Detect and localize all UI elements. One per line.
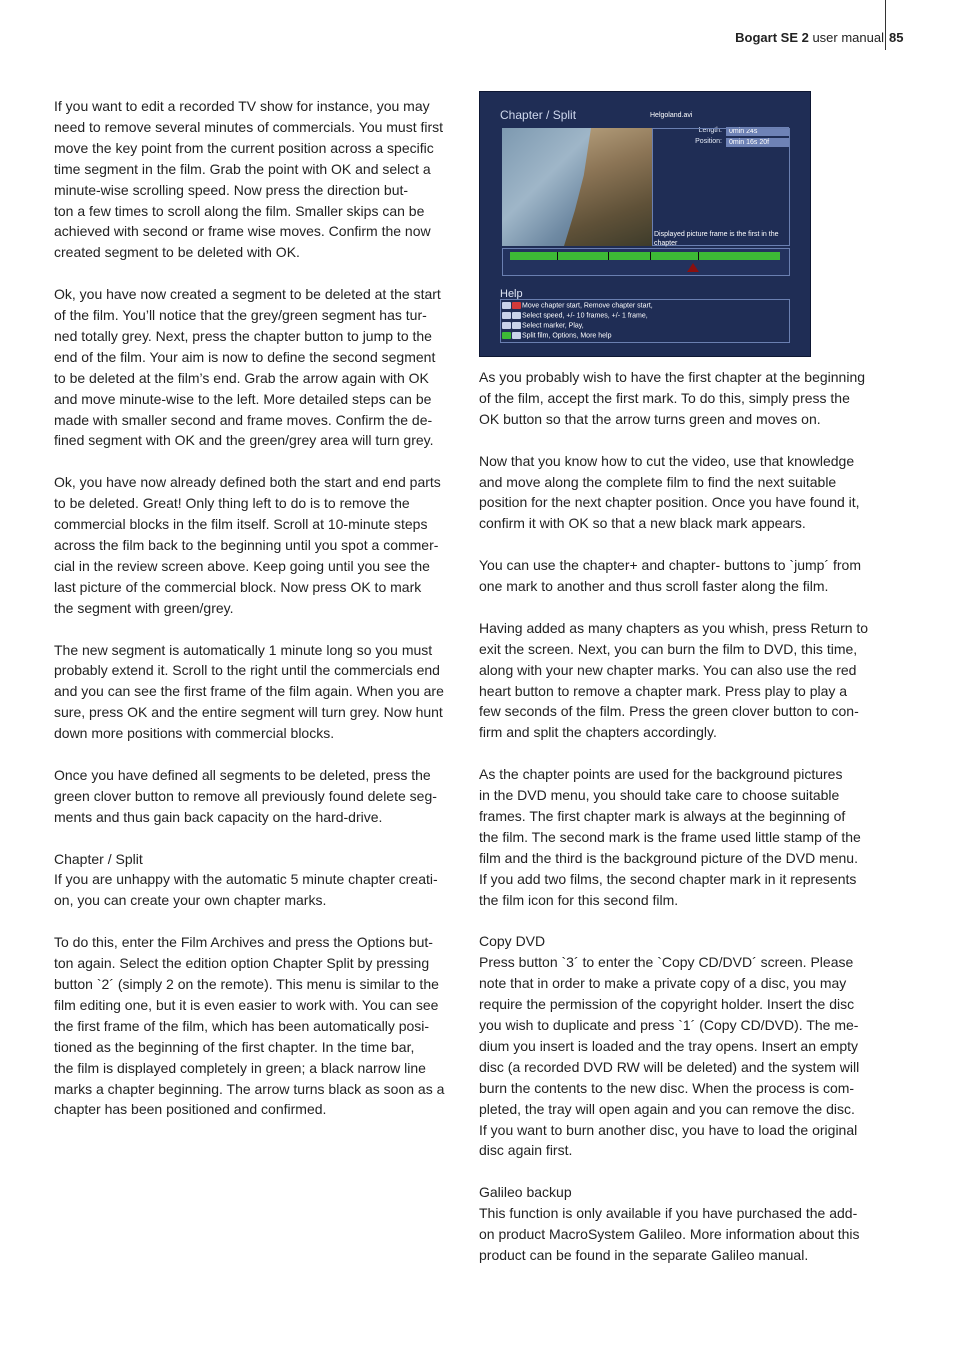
chapter-split-screenshot — [479, 91, 811, 357]
paragraph: The new segment is automatically 1 minute long so you must probably extend it. Scroll to the right until the commercials end and you can see the first frame of the film again. When you are sure, press OK and the entire segment will turn grey. Now hunt down more positions with commercial blocks. — [54, 641, 444, 742]
film-filename: Helgoland.avi — [650, 112, 693, 119]
info-box — [652, 128, 790, 246]
paragraph: Ok, you have now already defined both the start and end parts to be deleted. Great! Only thing left to do is to remove the commercial blocks in the film itself. Scroll at 10-minute steps across the film back to the beginning until you spot a commer- cial in the review screen above. Keep going until you see the last picture of the commercial block. Now press OK to mark the segment with green/grey. — [54, 474, 441, 616]
right-column — [479, 367, 889, 1287]
marker-key-icon — [502, 322, 511, 329]
screen-title: Chapter / Split — [500, 108, 577, 122]
paragraph: To do this, enter the Film Archives and press the Options but- ton again. Select the edition option Chapter Split by pressing button `2´ (simply 2 on the remote). This menu is similar to the film editing one, but it is even easier to work with. You can see the first frame of the film, which has been automatically posi- tioned as the beginning of the first chapter. In the time bar, the film is displayed completely in green; a black narrow line marks a chapter beginning. The arrow turns black as soon as a chapter has been positioned and confirmed. — [54, 934, 445, 1118]
length-label: Length: — [698, 127, 722, 134]
paragraph: As the chapter points are used for the background pictures in the DVD menu, you should take care to choose suitable frames. The first chapter mark is always at the beginning of the film. The second mark is the frame used little stamp of the film and the third is the background picture of the DVD menu. If you add two films, the second chapter mark in it represents the film icon for this second film. — [479, 766, 861, 908]
green-clover-key-icon — [502, 332, 511, 339]
length-value: 0min 24s — [726, 127, 789, 136]
paragraph: Now that you know how to cut the video, use that knowledge and move along the complete film to find the next suitable position for the next chapter position. Once you have found it, confirm it with OK so that a new black mark appears. — [479, 452, 860, 532]
page-number: 85 — [889, 30, 904, 45]
frames-key-icon — [512, 312, 521, 319]
chapter-mark — [650, 252, 651, 260]
paragraph: Chapter / Split If you are unhappy with the automatic 5 minute chapter creati- on, you can create your own chapter marks. — [54, 850, 438, 909]
help-line: Select marker, Play, — [502, 322, 584, 329]
paragraph: As you probably wish to have the first chapter at the beginning of the film, accept the first mark. To do this, simply press the OK button so that the arrow turns green and moves on. — [479, 369, 866, 427]
paragraph: Having added as many chapters as you whish, press Return to exit the screen. Next, you can burn the film to DVD, this time, along with your new chapter marks. You can also use the red heart button to remove a chapter mark. Press play to play a few seconds of the film. Press the green clover button to con- firm and split the chapters accordingly. — [479, 619, 869, 741]
chapter-mark — [557, 252, 558, 260]
position-value: 0min 16s 20f — [726, 138, 789, 147]
ok-key-icon — [502, 302, 511, 309]
paragraph: Ok, you have now created a segment to be deleted at the start of the film. You’ll notice that the grey/green segment has tur- ned totally grey. Next, press the chapter button to jump to the end of the film. Your aim is now to define the second segment to be deleted at the film’s end. Grab the arrow again with OK and move minute-wise to the left. More detailed steps can be made with smaller second and frame moves. Confirm the de- fined segment with OK and the green/grey area will turn grey. — [54, 286, 441, 449]
help-label: Help — [500, 288, 523, 300]
timebar — [510, 252, 780, 260]
film-preview-frame — [502, 128, 652, 246]
left-column — [54, 96, 464, 1141]
options-key-icon — [512, 332, 521, 339]
cliff-image — [564, 128, 652, 246]
paragraph: Once you have defined all segments to be deleted, press the green clover button to remove all previously found delete seg- ments and thus gain back capacity on the hard-drive. — [54, 766, 437, 825]
paragraph: If you want to edit a recorded TV show for instance, you may need to remove several minutes of commercials. You must first move the key point from the current position across a specific time segment in the film. Grab the point with OK and select a minute-wise scrolling speed. Now press the direction but- ton a few times to scroll along the film. Smaller skips can be achieved with second or frame wise moves. Confirm the now created segment to be deleted with OK. — [54, 98, 444, 261]
help-line: Split film, Options, More help — [502, 332, 611, 339]
chapter-mark — [698, 252, 699, 260]
running-header — [735, 30, 884, 45]
speed-key-icon — [502, 312, 511, 319]
frame-note: Displayed picture frame is the first in the chapter — [654, 231, 779, 247]
position-label: Position: — [695, 138, 722, 145]
chapter-arrow-icon — [687, 263, 699, 272]
manual-suffix: user manual — [808, 30, 884, 45]
paragraph: You can use the chapter+ and chapter- buttons to `jump´ from one mark to another and thus scroll faster along the film. — [479, 557, 861, 595]
play-key-icon — [512, 322, 521, 329]
red-heart-key-icon — [512, 302, 521, 309]
manual-brand: Bogart SE 2 — [735, 30, 809, 45]
paragraph: Galileo backup This function is only available if you have purchased the add- on product MacroSystem Galileo. More information about this product can be found in the separate Galileo manual. — [479, 1184, 860, 1263]
help-line: Move chapter start, Remove chapter start, — [502, 302, 653, 309]
header-divider — [885, 0, 886, 50]
paragraph: Copy DVD Press button `3´ to enter the `Copy CD/DVD´ screen. Please note that in order to make a private copy of a disc, you may require the permission of the copyright holder. Insert the disc you wish to duplicate and press `1´ (Copy CD/DVD). The me- dium you insert is loaded and the tray opens. Insert an empty disc (a recorded DVD RW will be deleted) and the system will burn the contents to the new disc. When the process is com- pleted, the tray will open again and you can remove the disc. If you want to burn another disc, you have to load the original disc again first. — [479, 933, 860, 1159]
chapter-mark — [608, 252, 609, 260]
help-line: Select speed, +/- 10 frames, +/- 1 frame, — [502, 312, 648, 319]
